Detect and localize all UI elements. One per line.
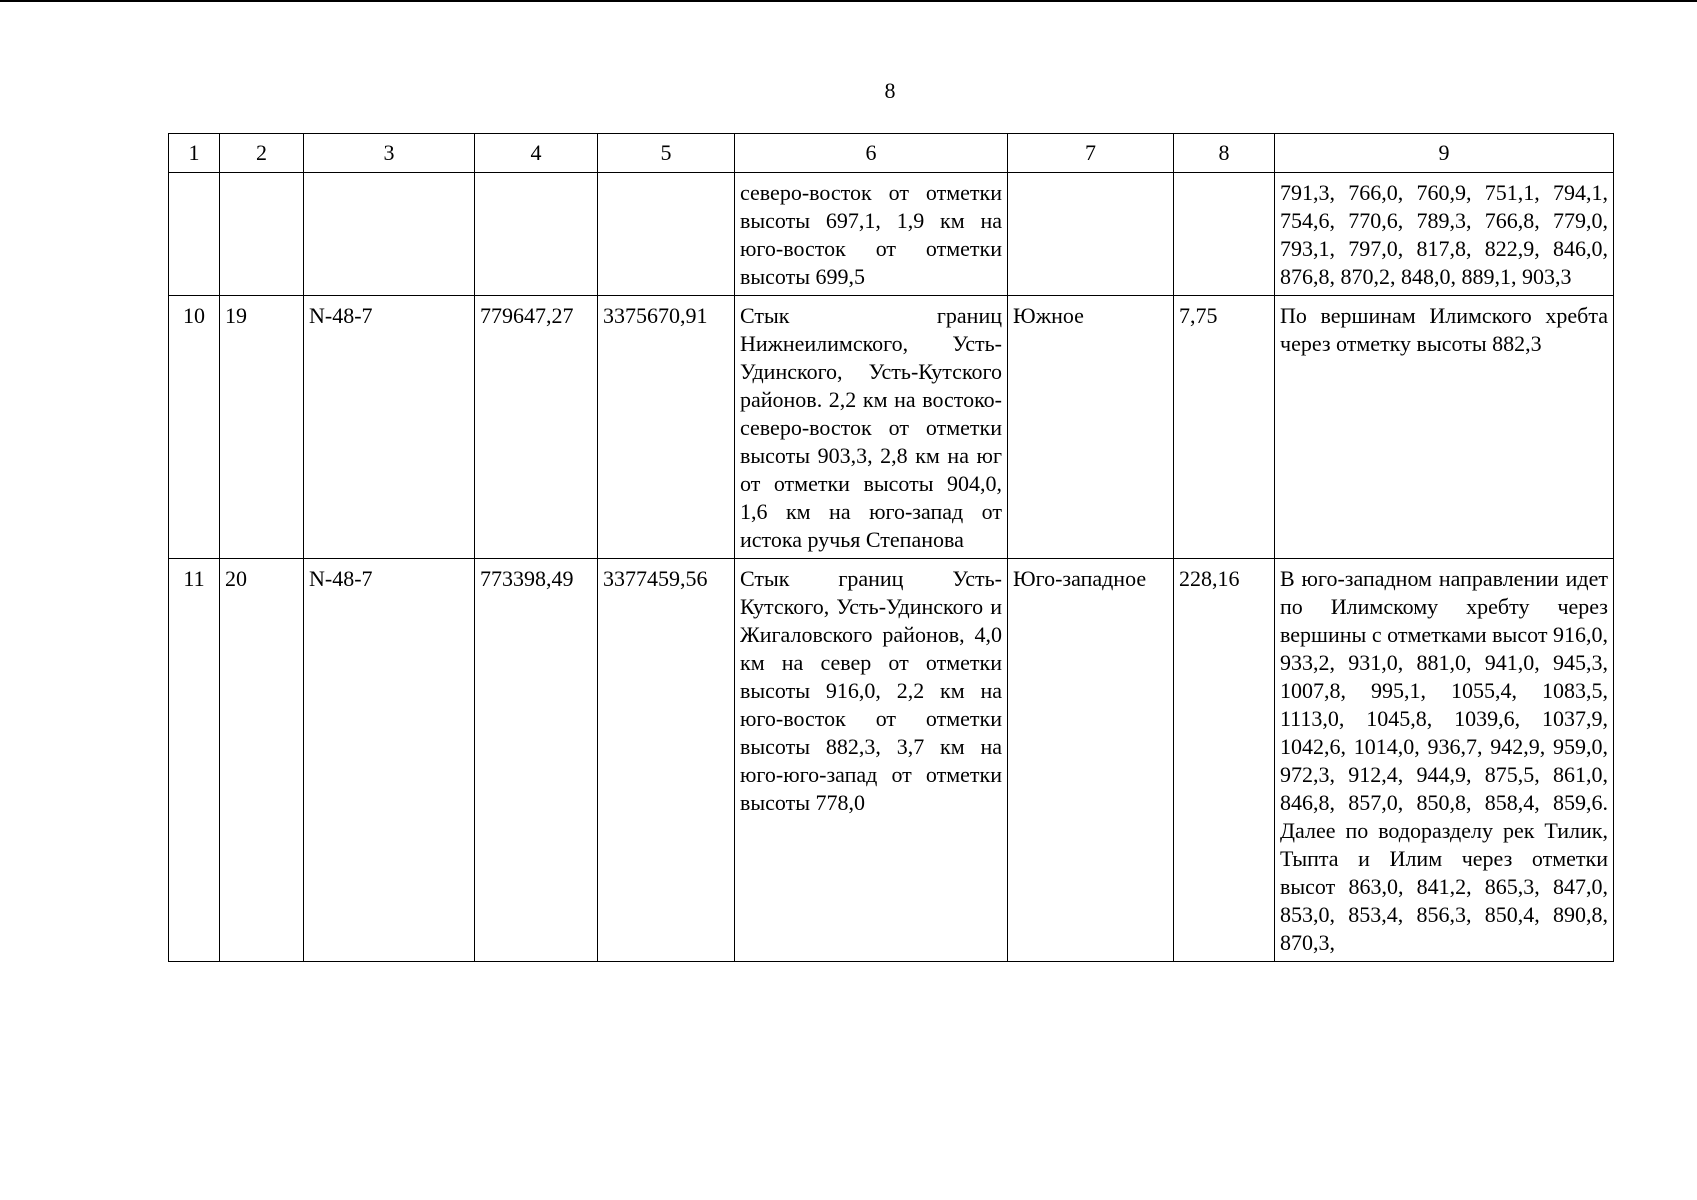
header-cell: 9	[1275, 134, 1614, 173]
header-cell: 4	[475, 134, 598, 173]
map-sheet-cell: N-48-7	[304, 296, 475, 559]
length-cell	[1174, 173, 1275, 296]
header-cell: 7	[1008, 134, 1174, 173]
coordinate-x-cell: 773398,49	[475, 559, 598, 962]
top-edge-rule	[0, 0, 1697, 2]
point-description-cell: северо-восток от отметки высоты 697,1, 1,9 км на юго-восток от отметки высоты 699,5	[735, 173, 1008, 296]
point-description-cell: Стык границ Усть-Кутского, Усть-Удинского и Жигаловского районов, 4,0 км на север от отметки высоты 916,0, 2,2 км на юго-восток от отметки высоты 882,3, 3,7 км на юго-юго-запад от отметки высоты 778,0	[735, 559, 1008, 962]
point-number-cell: 19	[220, 296, 304, 559]
header-cell: 2	[220, 134, 304, 173]
coordinate-x-cell: 779647,27	[475, 296, 598, 559]
header-cell: 6	[735, 134, 1008, 173]
header-cell: 5	[598, 134, 735, 173]
page-number: 8	[884, 78, 896, 103]
map-sheet-cell	[304, 173, 475, 296]
table-row	[169, 296, 1614, 559]
header-cell: 3	[304, 134, 475, 173]
boundary-table	[168, 133, 1614, 962]
table-row	[169, 559, 1614, 962]
direction-cell: Юго-западное	[1008, 559, 1174, 962]
point-description-cell: Стык границ Нижнеилимского, Усть-Удинского, Усть-Кутского районов. 2,2 км на востоко-северо-восток от отметки высоты 903,3, 2,8 км на юг от отметки высоты 904,0, 1,6 км на юго-запад от истока ручья Степанова	[735, 296, 1008, 559]
coordinate-x-cell	[475, 173, 598, 296]
length-cell: 228,16	[1174, 559, 1275, 962]
map-sheet-cell: N-48-7	[304, 559, 475, 962]
coordinate-y-cell: 3375670,91	[598, 296, 735, 559]
boundary-description-cell: 791,3, 766,0, 760,9, 751,1, 794,1, 754,6, 770,6, 789,3, 766,8, 779,0, 793,1, 797,0, 817,8, 822,9, 846,0, 876,8, 870,2, 848,0, 889,1, 903,3	[1275, 173, 1614, 296]
coordinate-y-cell: 3377459,56	[598, 559, 735, 962]
boundary-description-cell: По вершинам Илимского хребта через отметку высоты 882,3	[1275, 296, 1614, 559]
row-number-cell	[169, 173, 220, 296]
row-number-cell: 10	[169, 296, 220, 559]
coordinate-y-cell	[598, 173, 735, 296]
header-cell: 8	[1174, 134, 1275, 173]
direction-cell: Южное	[1008, 296, 1174, 559]
row-number-cell: 11	[169, 559, 220, 962]
table-row	[169, 173, 1614, 296]
boundary-description-cell: В юго-западном направлении идет по Илимскому хребту через вершины с отметками высот 916,0, 933,2, 931,0, 881,0, 941,0, 945,3, 1007,8, 995,1, 1055,4, 1083,5, 1113,0, 1045,8, 1039,6, 1037,9, 1042,6, 1014,0, 936,7, 942,9, 959,0, 972,3, 912,4, 944,9, 875,5, 861,0, 846,8, 857,0, 850,8, 858,4, 859,6. Далее по водоразделу рек Тилик, Тыпта и Илим через отметки высот 863,0, 841,2, 865,3, 847,0, 853,0, 853,4, 856,3, 850,4, 890,8, 870,3,	[1275, 559, 1614, 962]
header-cell: 1	[169, 134, 220, 173]
direction-cell	[1008, 173, 1174, 296]
point-number-cell: 20	[220, 559, 304, 962]
table-header-row	[169, 134, 1614, 173]
point-number-cell	[220, 173, 304, 296]
length-cell: 7,75	[1174, 296, 1275, 559]
